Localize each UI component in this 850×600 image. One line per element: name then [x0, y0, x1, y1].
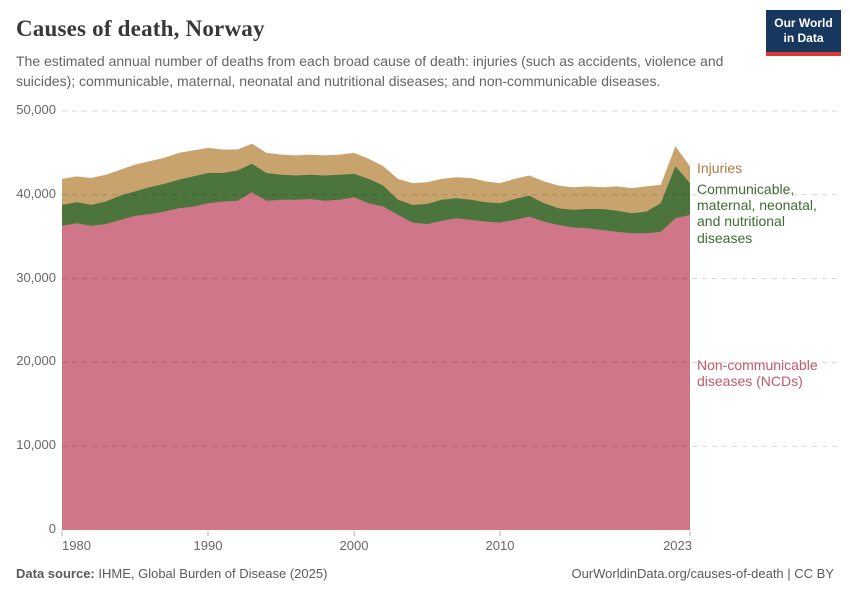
data-source-label: Data source: — [16, 566, 95, 581]
owid-url-link[interactable]: OurWorldinData.org/causes-of-death | CC BY — [571, 566, 834, 581]
page-title: Causes of death, Norway — [16, 16, 265, 41]
chart-subtitle: The estimated annual number of deaths from each broad cause of death: injuries (such as accidents, violence and suicides); communicable, maternal, neonatal and nutritional diseases; and non-communicable diseases. — [16, 53, 724, 89]
area-series-group — [62, 144, 690, 530]
y-axis-label-0: 0 — [48, 521, 56, 536]
area-ncd — [62, 192, 690, 530]
series-label-ncd-line2: diseases (NCDs) — [697, 373, 803, 390]
axis-ticks-group — [62, 531, 690, 536]
y-axis-label-40000: 40,000 — [16, 186, 56, 201]
x-axis-label-2023: 2023 — [663, 538, 692, 553]
series-label-cmnn-line1: Communicable, — [697, 181, 795, 197]
data-source-value: IHME, Global Burden of Disease (2025) — [94, 566, 328, 581]
x-axis-label-1990: 1990 — [193, 538, 223, 553]
y-axis-label-30000: 30,000 — [16, 270, 56, 285]
x-axis-label-2010: 2010 — [485, 538, 515, 553]
series-label-cmnn-line2: maternal, neonatal, — [697, 197, 817, 214]
y-axis-label-10000: 10,000 — [16, 437, 56, 452]
data-source-text — [16, 566, 327, 581]
x-axis-label-2000: 2000 — [339, 538, 369, 553]
chart-footer — [16, 566, 834, 581]
series-label-injuries: Injuries — [697, 160, 743, 176]
y-axis-label-20000: 20,000 — [16, 353, 56, 368]
series-label-ncd — [697, 357, 818, 389]
series-label-cmnn — [697, 181, 817, 246]
series-label-cmnn-line4: diseases — [697, 229, 753, 246]
x-axis-label-1980: 1980 — [62, 538, 91, 553]
owid-logo-line1: Our World — [774, 16, 833, 30]
series-label-cmnn-line3: and nutritional — [697, 213, 785, 230]
owid-logo-line2: in Data — [783, 31, 824, 46]
series-label-ncd-line1: Non-communicable — [697, 357, 818, 373]
y-axis-label-50000: 50,000 — [16, 102, 56, 117]
